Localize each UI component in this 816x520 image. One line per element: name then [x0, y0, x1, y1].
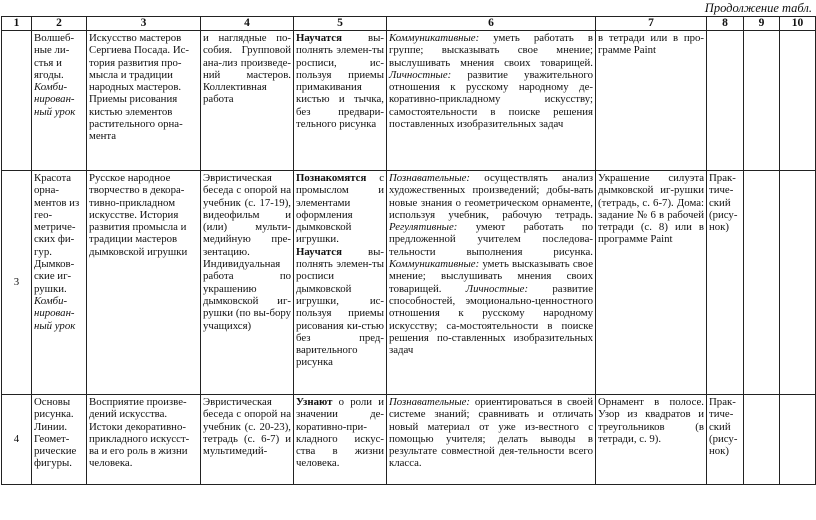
table-row [2, 31, 816, 171]
lesson-col9 [744, 395, 780, 485]
uud-text: уметь высказывать свое мнение; выслушивать мнения своих товарищей. [389, 258, 593, 295]
subject-text: о роли и значении де-коративно-при-кладного искус-ства в жизни человека. [296, 396, 384, 470]
col-header: 7 [596, 17, 707, 31]
lesson-col10 [780, 171, 816, 395]
lesson-col9 [744, 31, 780, 171]
uud-label: Личностные: [389, 68, 452, 81]
subject-lead: Научатся [296, 32, 342, 44]
lesson-forms: и наглядные по-собия. Групповой ана-лиз произведе-ний мастеров. Коллективная работа [201, 31, 294, 171]
lesson-content: Искусство мастеров Сергиева Посада. Ис-тория развития про-мысла и традиции народных мастеров. Приемы рисования кистью элементов растительного орна-мента [87, 31, 201, 171]
subject-results-cell [294, 171, 387, 395]
lesson-activities: Орнамент в полосе. Узор из квадратов и треугольников (в тетради, с. 9). [596, 395, 707, 485]
uud-text: осуществлять анализ художественных произведений; добы-вать новые знания о геометрическом орнаменте, используя учебник, рабочую тетрадь. [389, 172, 593, 221]
uud-text: ориентироваться в своей системе знаний; сравнивать и отличать новый материал от уже из-вестного с помощью учителя; делать выводы в результате совместной дея-тельности всего класса. [389, 396, 593, 470]
lesson-type: Комби-нирован-ный урок [34, 81, 76, 118]
lesson-content: Восприятие произве-дений искусства. Истоки декоративно-прикладного искусст-ва и его роль в жизни человека. [87, 395, 201, 485]
continuation-label: Продолжение табл. [704, 1, 812, 15]
uud-text: развитие способностей, эмоционально-ценностного отношения к русскому народному искусству; са-мостоятельности в поиске решения по-ставленных изобразительных задач [389, 282, 593, 357]
uud-text: умеют работать по предложенной учителем последова-тельности выполнения рисунка. [389, 221, 593, 258]
col-header: 8 [707, 17, 744, 31]
col-header: 9 [744, 17, 780, 31]
table-row [2, 171, 816, 395]
lesson-forms: Эвристическая беседа с опорой на учебник (с. 17-19), видеофильм и (или) мульти-медийную пре-зентацию. Индивидуальная работа по украшению дымковской иг-рушки (по вы-бору учащихся) [201, 171, 294, 395]
lesson-activities: Украшение силуэта дымковской иг-рушки (тетрадь, с. 6-7). Дома: задание № 6 в рабочей тетради (с. 8) или в программе Paint [596, 171, 707, 395]
col-header: 6 [387, 17, 596, 31]
col-header: 1 [2, 17, 32, 31]
lesson-number [2, 31, 32, 171]
table-row [2, 395, 816, 485]
lesson-control: Прак-тиче-ский (рису-нок) [707, 171, 744, 395]
col-header: 5 [294, 17, 387, 31]
subject-lead: Познакомятся [296, 172, 367, 184]
subject-text: с промыслом и элементами оформления дымковской игрушки. [296, 172, 384, 246]
uud-label: Познавательные: [389, 172, 471, 184]
uud-label: Личностные: [465, 282, 529, 295]
subject-lead: Узнают [296, 396, 333, 408]
col-header: 10 [780, 17, 816, 31]
col-header: 4 [201, 17, 294, 31]
lesson-col9 [744, 171, 780, 395]
lesson-topic: Основы рисунка. Линии. Геомет-рические фигуры. [34, 396, 77, 470]
lesson-type: Комби-нирован-ный урок [34, 294, 76, 332]
subject-text: вы-полнять элемен-ты росписи дымковской игрушки, ис-пользуя приемы рисования ки-стью без пред-варительного рисунка [296, 245, 384, 369]
lesson-activities: в тетради или в про-грамме Paint [596, 31, 707, 171]
lesson-plan-table [1, 16, 816, 485]
col-header: 2 [32, 17, 87, 31]
uud-cell [387, 395, 596, 485]
lesson-topic-cell [32, 31, 87, 171]
subject-lead: Научатся [296, 245, 342, 258]
lesson-number: 3 [2, 171, 32, 395]
uud-label: Коммуникативные: [389, 258, 480, 271]
uud-label: Коммуникативные: [389, 32, 480, 44]
subject-results-cell [294, 395, 387, 485]
header-row [2, 17, 816, 31]
uud-text: уметь работать в группе; высказывать свое мнение; выслушивать мнения своих товарищей. [389, 32, 593, 69]
lesson-control [707, 31, 744, 171]
lesson-topic-cell [32, 395, 87, 485]
subject-results-cell [294, 31, 387, 171]
lesson-col10 [780, 31, 816, 171]
lesson-content: Русское народное творчество в декора-тивно-прикладном искусстве. История развития промысла и традиции мастеров дымковской игрушки [87, 171, 201, 395]
lesson-col10 [780, 395, 816, 485]
lesson-control: Прак-тиче-ский (рису-нок) [707, 395, 744, 485]
lesson-number: 4 [2, 395, 32, 485]
lesson-topic-cell [32, 171, 87, 395]
lesson-forms: Эвристическая беседа с опорой на учебник (с. 20-23), тетрадь (с. 6-7) и мультимедий- [201, 395, 294, 485]
uud-text: развитие уважительного отношения к русскому народному де-коративно-прикладному искусству; самостоятельности в поиске решения поставленных изобразительных задач [389, 68, 593, 131]
uud-cell [387, 171, 596, 395]
subject-text: вы-полнять элемен-ты росписи, ис-пользуя приемы примакивания кистью и тычка, без предвари-тельного рисунка [296, 32, 384, 131]
uud-label: Регулятивные: [389, 221, 458, 234]
lesson-topic: Красота орна-ментов из гео-метриче-ских фи-гур. Дымков-ские иг-рушки. [34, 172, 80, 295]
uud-cell [387, 31, 596, 171]
col-header: 3 [87, 17, 201, 31]
lesson-topic: Волшеб-ные ли-стья и ягоды. [34, 32, 75, 81]
uud-label: Познавательные: [389, 396, 471, 408]
